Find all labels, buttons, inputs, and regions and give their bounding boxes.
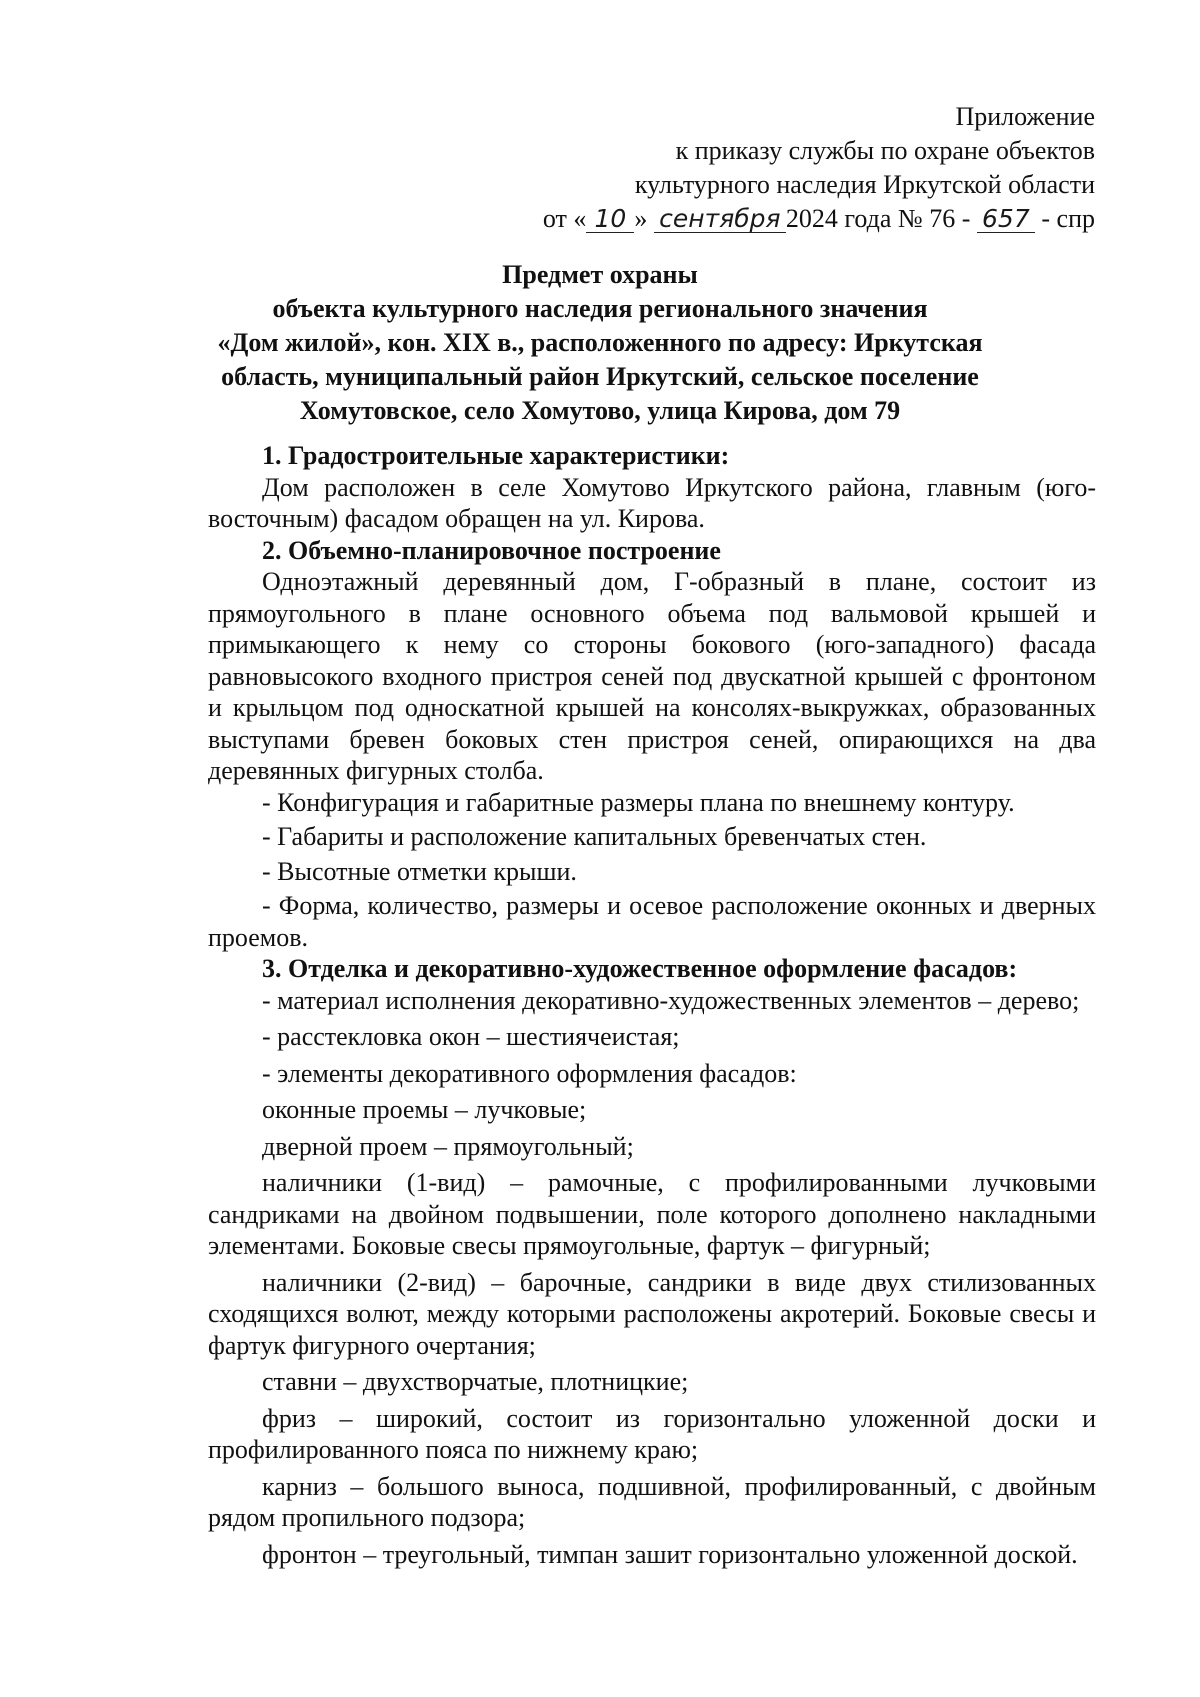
list-item: ставни – двухстворчатые, плотницкие; xyxy=(262,1367,689,1396)
list-item: наличники (2-вид) – барочные, сандрики в виде двух стилизованных сходящихся волют, между которыми расположены акротерий. Боковые свесы и фартук фигурного очертания; xyxy=(208,1267,1096,1360)
handwritten-day: 10 xyxy=(586,206,634,233)
handwritten-month: сентября xyxy=(654,206,786,233)
list-item: фронтон – треугольный, тимпан зашит горизонтально уложенной доской. xyxy=(262,1539,1078,1569)
title-line-3: «Дом жилой», кон. XIX в., расположенного по адресу: Иркутская xyxy=(217,328,983,357)
order-reference: к приказу службы по охране объектов xyxy=(675,136,1095,165)
list-item: - материал исполнения декоративно-художественных элементов – дерево; xyxy=(262,985,1080,1015)
date-year: 2024 года № 76 - xyxy=(785,204,971,233)
title-line-1: Предмет охраны xyxy=(502,260,698,289)
list-item: фриз – широкий, состоит из горизонтально уложенной доски и профилированного пояса по нижнему краю; xyxy=(208,1403,1096,1464)
handwritten-order-number: 657 xyxy=(977,206,1035,233)
paragraph: Одноэтажный деревянный дом, Г-образный в плане, состоит из прямоугольного в плане основного объема под вальмовой крышей и примыкающего к нему со стороны бокового (юго-западного) фасада равновысокого входного пристроя сеней под двускатной крышей с фронтоном и крыльцом под односкатной крышей на консолях-выкружках, образованных выступами бревен боковых стен пристроя сеней, опирающихся на два деревянных фигурных столба. xyxy=(208,567,1096,785)
title-line-2: объекта культурного наследия регионального значения xyxy=(272,294,928,323)
section-heading-3: 3. Отделка и декоративно-художественное оформление фасадов: xyxy=(262,954,1018,983)
list-item: дверной проем – прямоугольный; xyxy=(262,1131,634,1161)
list-item: - расстекловка окон – шестиячеистая; xyxy=(262,1022,680,1051)
list-item: оконные проемы – лучковые; xyxy=(262,1095,587,1124)
title-line-4: область, муниципальный район Иркутский, сельское поселение xyxy=(221,362,979,391)
list-item: - Конфигурация и габаритные размеры плана по внешнему контуру. xyxy=(262,787,1015,817)
list-item: - Габариты и расположение капитальных бревенчатых стен. xyxy=(262,822,927,851)
date-mid: » xyxy=(634,204,648,233)
order-date-line xyxy=(395,202,1095,236)
title-line-5: Хомутовское, село Хомутово, улица Кирова, дом 79 xyxy=(299,396,901,425)
list-item: - элементы декоративного оформления фасадов: xyxy=(262,1058,797,1088)
appendix-label: Приложение xyxy=(955,102,1095,131)
date-prefix: от « xyxy=(542,204,587,233)
list-item: - Форма, количество, размеры и осевое расположение оконных и дверных проемов. xyxy=(208,891,1096,952)
list-item: наличники (1-вид) – рамочные, с профилированными лучковыми сандриками на двойном подвышении, поле которого дополнено накладными элементами. Боковые свесы прямоугольные, фартук – фигурный; xyxy=(208,1168,1096,1260)
list-item: - Высотные отметки крыши. xyxy=(262,856,577,886)
section-heading-2: 2. Объемно-планировочное построение xyxy=(262,535,721,565)
document-title xyxy=(200,258,1000,428)
appendix-header xyxy=(395,100,1095,236)
section-heading-1: 1. Градостроительные характеристики: xyxy=(262,441,730,470)
list-item: карниз – большого выноса, подшивной, профилированный, с двойным рядом пропильного подзора; xyxy=(208,1471,1096,1532)
paragraph: Дом расположен в селе Хомутово Иркутского района, главным (юго-восточным) фасадом обращен на ул. Кирова. xyxy=(208,472,1096,533)
order-suffix: - спр xyxy=(1041,204,1095,233)
issuing-authority: культурного наследия Иркутской области xyxy=(634,170,1095,199)
document-body xyxy=(208,440,1096,1570)
